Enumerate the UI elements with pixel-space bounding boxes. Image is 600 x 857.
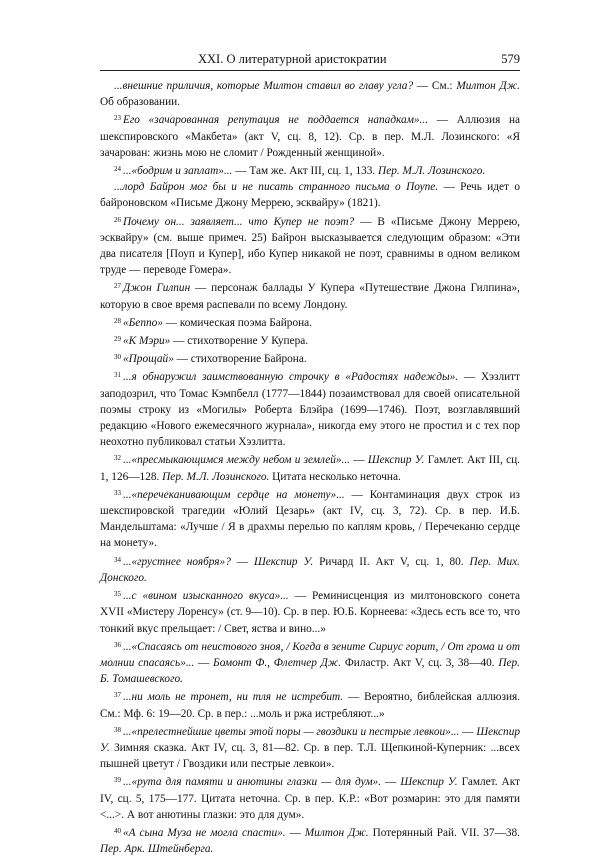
endnote-number: 33 (114, 488, 121, 497)
endnote-text: — Хэзлитт заподозрил, что Томас Кэмпбелл (1777—1844) позаимствовал для своей описательной поэмы строку из «Могилы» Роберта Блэйра (1699—1746). Поэт, возглавлявший редакцию «Нового ежемесячного журнала», никогда ему этого не простил и с тех пор неохотно публиковал статьи Хэзлитта. (100, 371, 520, 449)
endnote-number: 39 (114, 776, 121, 785)
endnote-text: — В «Письме Джону Меррею, эсквайру» (см. выше примеч. 25) Байрон высказывается следующим образом: «Эти два писателя [Поуп и Купер], ибо Купер никакой не поэт, сравнимы в одном великом труде — переводе Гомера». (100, 215, 520, 277)
endnote-number: 29 (114, 335, 121, 344)
endnote (100, 278, 520, 312)
endnote-text: — (285, 826, 305, 839)
endnote (100, 450, 520, 484)
endnote-text: — См.: (413, 80, 457, 92)
endnote-italic-text: ...лорд Байрон мог бы и не писать странного письма о Поупе. (114, 181, 439, 194)
endnote-italic-text: Пер. М.Л. Лозинского. (378, 165, 486, 178)
endnote-number: 28 (114, 316, 121, 325)
endnote-italic-text: «К Мэри» (123, 335, 171, 348)
endnote-italic-text: Пер. Мих. Донского. (100, 555, 520, 584)
endnote (100, 212, 520, 279)
endnote (100, 331, 520, 349)
endnote (100, 349, 520, 367)
endnote (100, 110, 520, 161)
endnote-number: 34 (114, 555, 121, 564)
endnote-text: — Речь идет о байроновском «Письме Джону Меррею, эсквайру» (1821). (100, 181, 520, 210)
endnote-italic-text: Почему он... заявляет... что Купер не поэт? (123, 215, 355, 228)
endnote (100, 637, 520, 688)
endnote (100, 552, 520, 586)
endnote (100, 161, 520, 179)
endnote-text: — стихотворение Байрона. (173, 353, 307, 366)
endnote (100, 313, 520, 331)
endnote-text: Филастр. Акт V, сц. 3, 38—40. (341, 656, 499, 669)
endnote-text: Об образовании. (100, 96, 180, 109)
endnote (100, 586, 520, 637)
endnote-text: — персонаж баллады У Купера «Путешествие Джона Гилпина», которую в свое время распевали по всему Лондону. (100, 282, 520, 311)
endnote-italic-text: ...«Спасаясь от неистового зноя, / Когда в зените Сириус горит, / От грома и от молнии спасаясь»... (100, 640, 520, 669)
endnote-italic-text: Милтон Дж. (304, 826, 369, 839)
endnote-text: — (381, 776, 401, 789)
endnote (100, 367, 520, 450)
endnote-italic-text: Джон Гилпин (123, 282, 191, 295)
endnote-text: — (350, 454, 368, 467)
endnote-italic-text: «Беппо» (123, 316, 163, 329)
endnote-text: — Там же. Акт III, сц. 1, 133. (232, 165, 379, 178)
endnote-italic-text: Шекспир У. (253, 555, 314, 568)
endnote-text: Цитата несколько неточна. (269, 470, 401, 483)
endnote-text: Гамлет. Акт IV, сц. 5, 175—177. Цитата неточна. Ср. в пер. К.Р.: «Вот розмарин: это для памяти <...>. А вот анютины глазки: это для дум». (100, 776, 520, 821)
page-number: 579 (501, 52, 520, 66)
endnote-italic-text: ...«перечеканивающим сердце на монету»... (123, 488, 345, 501)
endnote-text: Гамлет. Акт III, сц. 1, 126—128. (100, 454, 520, 483)
endnote-italic-text: Милтон Дж. (456, 80, 520, 92)
endnote (100, 687, 520, 721)
endnote-italic-text: Шекспир У. (367, 454, 425, 467)
endnote-italic-text: ...внешние приличия, которые Милтон ставил во главу угла? (114, 80, 414, 92)
endnote-text: — (194, 656, 214, 669)
endnote-text: — комическая поэма Байрона. (162, 316, 312, 329)
endnote-text: Зимняя сказка. Акт IV, сц. 3, 81—82. Ср. в пер. Т.Л. Щепкиной-Куперник: ...всех пышней цветут / Гвоздики или пестрые левкои». (100, 741, 520, 771)
endnote-number: 32 (114, 454, 121, 463)
endnote-italic-text: Его «зачарованная репутация не поддается нападкам»... (123, 114, 429, 127)
endnote-number: 23 (114, 114, 121, 123)
endnote-italic-text: ...«пресмыкающимся между небом и землей»... (123, 454, 350, 467)
endnote-italic-text: Бомонт Ф., Флетчер Дж. (213, 656, 342, 669)
endnote-text: — Реминисценция из милтоновского сонета XVII «Мистеру Лоренсу» (ст. 9—10). Ср. в пер. Ю.Б. Корнеева: «Здесь есть все то, что тонкий вкус прельщает: / Свет, яства и вино...» (100, 590, 521, 635)
endnote-number: 35 (114, 590, 121, 599)
endnote-number: 38 (114, 725, 121, 734)
endnotes-body (100, 78, 520, 857)
endnote-number: 40 (114, 826, 121, 835)
endnote-italic-text: ...ни моль не тронет, ни тля не истребит. (123, 691, 344, 704)
endnote-italic-text: ...«грустнее ноября»? (123, 555, 231, 568)
endnote (100, 823, 520, 857)
endnote-number: 31 (114, 371, 121, 380)
endnote-italic-text: «Прощай» (123, 353, 174, 366)
chapter-title: XXI. О литературной аристократии (198, 52, 387, 66)
endnote-number: 24 (114, 165, 121, 174)
endnote-text: Ричард II. Акт V, сц. 1, 80. (313, 555, 470, 568)
endnote-italic-text: Пер. Арк. Штейнберга. (100, 843, 214, 856)
endnote-text: — стихотворение У Купера. (170, 335, 309, 348)
endnote-italic-text: ...я обнаружил заимствованную строчку в «Радостях надежды». (123, 371, 459, 384)
endnote (100, 485, 520, 552)
endnote-italic-text: «А сына Муза не могла спасти». (123, 826, 286, 839)
endnote-text: Потерянный Рай. VII. 37—38. (368, 826, 520, 839)
running-header (100, 50, 520, 71)
endnote-italic-text: Шекспир У. (400, 776, 458, 789)
endnote-text: — Вероятно, библейская аллюзия. См.: Мф. 6: 19—20. Ср. в пер.: ...моль и ржа истребляют...» (100, 691, 521, 720)
endnote-italic-text: Шекспир У. (100, 725, 520, 754)
endnote-text: — (230, 555, 254, 568)
endnote (100, 179, 520, 211)
endnote-text: — Аллюзия на шекспировского «Макбета» (акт V, сц. 8, 12). Ср. в пер. М.Л. Лозинского: «Я зачарован: жизнь мою не сломит / Рожденный женщиной». (100, 114, 521, 159)
endnote-italic-text: ...с «вином изысканного вкуса»... (123, 590, 289, 603)
endnote-number: 26 (114, 215, 121, 224)
endnote-number: 27 (114, 282, 121, 291)
endnote-italic-text: Пер. Б. Томашевского. (100, 656, 520, 686)
endnote-italic-text: ...«рута для памяти и анютины глазки — для дум». (123, 776, 382, 789)
endnote-number: 30 (114, 353, 121, 362)
endnote (100, 772, 520, 823)
endnote-italic-text: ...«прелестнейшие цветы этой поры — гвоздики и пестрые левкои»... (123, 725, 460, 738)
endnote-text: — (459, 725, 477, 738)
endnote (100, 78, 520, 110)
endnote-italic-text: ...«бодрим и заплат»... (123, 165, 233, 178)
endnote-number: 36 (114, 640, 121, 649)
endnote-italic-text: Пер. М.Л. Лозинского. (162, 470, 270, 483)
endnote-number: 37 (114, 691, 121, 700)
endnote-text: — Контаминация двух строк из шекспировской трагедии «Юлий Цезарь» (акт IV, сц. 3, 72). Ср. в пер. И.Б. Мандельштама: «Лучше / Я в драхмы перелью по каплям кровь, / Перечеканю сердце на монету». (100, 488, 520, 550)
